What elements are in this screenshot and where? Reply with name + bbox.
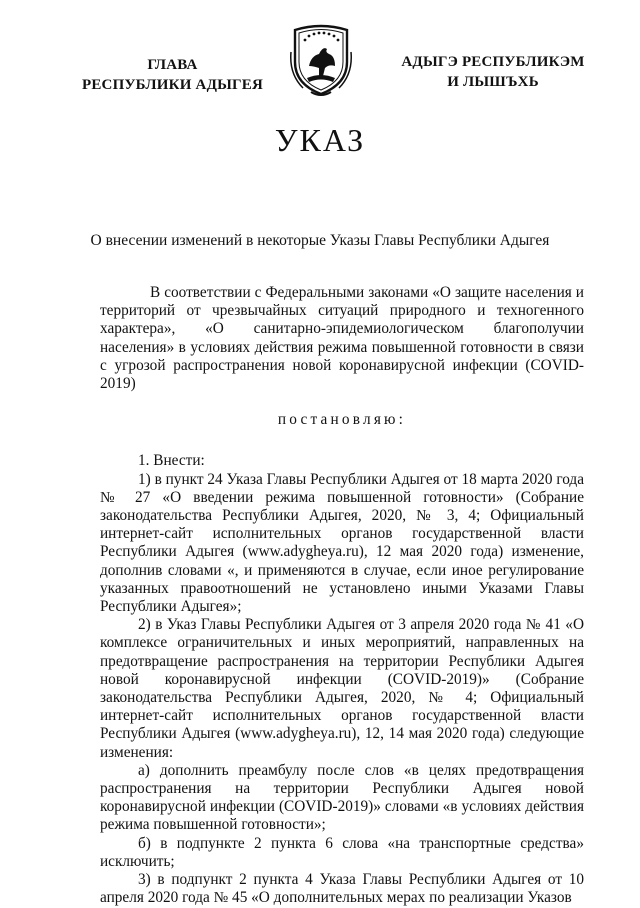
document-title: УКАЗ <box>274 122 366 158</box>
preamble-paragraph: В соответствии с Федеральными законами «О защите населения и территорий от чрезвычайных ситуаций природного и техногенного характера», «О санитарно-эпидемиологическом благополучии населения» в условиях действия режима повышенной готовности в связи с угрозой распространения новой коронавирусной инфекции (COVID-2019) <box>100 284 584 393</box>
decree-word: постановляю: <box>277 411 407 429</box>
item-paragraph-3: 3) в подпункт 2 пункта 4 Указа Главы Республики Адыгея от 10 апреля 2020 года № 45 «О дополнительных мерах по реализации Указов <box>100 871 584 907</box>
document-subject: О внесении изменений в некоторые Указы Главы Республики Адыгея <box>90 232 550 249</box>
header-right <box>388 52 598 92</box>
item-paragraph-2a: а) дополнить преамбулу после слов «в целях предотвращения распространения на территории Республики Адыгея новой коронавирусной инфекции (COVID-2019)» словами «в условиях действия режима повышенной готовности»; <box>100 761 584 834</box>
item-paragraph-2b: б) в подпункте 2 пункта 6 слова «на транспортные средства» исключить; <box>100 834 584 870</box>
item-paragraph-1: 1) в пункт 24 Указа Главы Республики Адыгея от 18 марта 2020 года № 27 «О введении режима повышенной готовности» (Собрание законодательства Республики Адыгея, 2020, № 3, 4; Официальный интернет-сайт исполнительных органов государственной власти Республики Адыгея (www.adygheya.ru), 12 мая 2020 года) изменение, дополнив словами «, и применяются в случае, если иное регулирование указанных правоотношений не установлено иными Указами Главы Республики Адыгея»; <box>100 470 584 616</box>
document-body <box>100 284 584 908</box>
header-left-line2: РЕСПУБЛИКИ АДЫГЕЯ <box>81 77 264 93</box>
item-paragraph-2: 2) в Указ Главы Республики Адыгея от 3 апреля 2020 года № 41 «О комплексе ограничительных и иных мероприятий, направленных на предотвращение распространения на территории Республики Адыгея новой коронавирусной инфекции (COVID-2019)» (Собрание законодательства Республики Адыгея, 2020, № 4; Официальный интернет-сайт исполнительных органов государственной власти Республики Адыгея (www.adygheya.ru), 12, 14 мая 2020 года) следующие изменения: <box>100 616 584 761</box>
item-intro: 1. Внести: <box>138 452 205 470</box>
header-left-line1: ГЛАВА <box>147 57 198 73</box>
header-right-line2: И ЛЫШЪХЬ <box>447 74 539 90</box>
header-left <box>70 55 275 95</box>
coat-of-arms-icon <box>289 22 353 98</box>
header-right-line1: АДЫГЭ РЕСПУБЛИКЭМ <box>401 54 585 70</box>
